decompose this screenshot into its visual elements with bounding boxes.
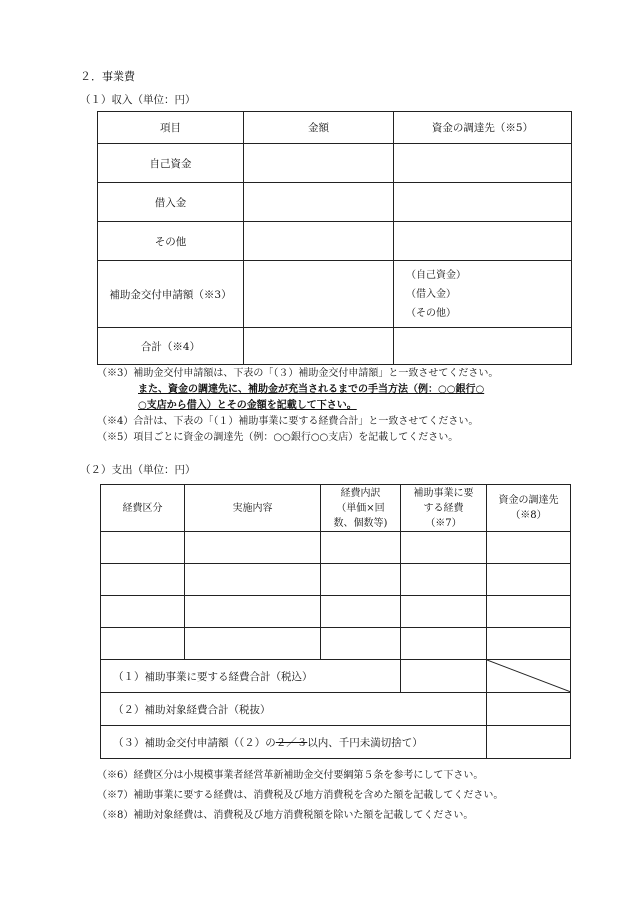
income-header-source: 資金の調達先（※5） — [394, 112, 572, 144]
expense-row — [101, 628, 571, 660]
income-amount-cell[interactable] — [244, 183, 394, 222]
expense-cell[interactable] — [321, 532, 401, 564]
expense-cell[interactable] — [101, 596, 185, 628]
income-row-label: その他 — [98, 222, 244, 261]
summary-eligible-value[interactable] — [487, 693, 571, 726]
note-8: （※8）補助対象経費は、消費税及び地方消費税額を除いた額を記載してください。 — [97, 810, 474, 821]
subsidy-source-other: （その他） — [406, 307, 456, 319]
expense-cell[interactable] — [401, 532, 487, 564]
source-line-1: 資金の調達先 — [498, 495, 559, 506]
summary-total-value[interactable] — [401, 660, 487, 693]
expense-header-required — [401, 485, 487, 532]
income-source-cell[interactable] — [394, 183, 572, 222]
income-amount-cell[interactable] — [244, 328, 394, 365]
note-4: （※4）合計は、下表の「（１）補助事業に要する経費合計」と一致させてください。 — [97, 416, 479, 427]
summary-row-subsidy — [101, 726, 571, 759]
expense-header-breakdown — [321, 485, 401, 532]
diagonal-line — [487, 660, 571, 692]
note-3a: （※3）補助金交付申請額は、下表の「（３）補助金交付申請額」と一致させてください。 — [97, 368, 499, 379]
income-source-cell[interactable] — [394, 328, 572, 365]
expense-cell[interactable] — [401, 628, 487, 660]
subsidy-source-own: （自己資金） — [406, 269, 466, 281]
expense-cell[interactable] — [185, 596, 321, 628]
note-6: （※6）経費区分は小規模事業者経営革新補助金交付要綱第５条を参考にして下さい。 — [97, 770, 484, 781]
income-amount-cell[interactable] — [244, 144, 394, 183]
income-table — [97, 111, 572, 365]
required-line-2: する経費 — [423, 502, 464, 514]
note-7: （※7）補助事業に要する経費は、消費税及び地方消費税を含めた額を記載してください。 — [97, 790, 504, 801]
summary-diagonal-cell — [487, 660, 571, 693]
income-source-cell[interactable] — [394, 144, 572, 183]
income-source-cell[interactable] — [394, 261, 572, 328]
expense-cell[interactable] — [321, 564, 401, 596]
expense-cell[interactable] — [101, 532, 185, 564]
subsidy-label-strike: ２／３ — [275, 736, 308, 749]
expense-cell[interactable] — [185, 628, 321, 660]
expense-cell[interactable] — [101, 628, 185, 660]
income-row-other — [98, 222, 572, 261]
expense-cell[interactable] — [487, 628, 571, 660]
income-row-own-funds — [98, 144, 572, 183]
expense-cell[interactable] — [487, 532, 571, 564]
breakdown-line-1: 経費内訳 — [340, 487, 381, 499]
summary-row-total — [101, 660, 571, 693]
income-row-subsidy — [98, 261, 572, 328]
section-title: ２．事業費 — [80, 70, 135, 83]
expense-table — [100, 484, 571, 660]
income-row-label: 借入金 — [98, 183, 244, 222]
source-line-2: （※8） — [510, 510, 547, 521]
expense-row — [101, 596, 571, 628]
income-row-label: 自己資金 — [98, 144, 244, 183]
income-row-label: 補助金交付申請額（※3） — [98, 261, 244, 328]
summary-eligible-label: （２）補助対象経費合計（税抜） — [101, 693, 487, 726]
note-3b: また、資金の調達先に、補助金が充当されるまでの手当方法（例：○○銀行○ — [138, 384, 485, 395]
income-row-total — [98, 328, 572, 365]
summary-subsidy-value[interactable] — [487, 726, 571, 759]
income-header-item: 項目 — [98, 112, 244, 144]
income-title: （１）収入（単位：円） — [80, 94, 196, 106]
expense-header-row — [101, 485, 571, 532]
expense-cell[interactable] — [487, 596, 571, 628]
expense-cell[interactable] — [321, 628, 401, 660]
required-line-3: （※7） — [425, 517, 462, 529]
note-5: （※5）項目ごとに資金の調達先（例：○○銀行○○支店）を記載してください。 — [97, 432, 459, 443]
income-amount-cell[interactable] — [244, 222, 394, 261]
subsidy-source-list — [394, 266, 571, 323]
expense-row — [101, 532, 571, 564]
required-line-1: 補助事業に要 — [413, 487, 474, 499]
expense-header-category: 経費区分 — [101, 485, 185, 532]
expense-cell[interactable] — [401, 564, 487, 596]
subsidy-label-b: 以内、千円未満切捨て） — [307, 736, 423, 749]
expense-title: （２）支出（単位：円） — [80, 464, 196, 476]
expense-header-content: 実施内容 — [185, 485, 321, 532]
expense-cell[interactable] — [185, 532, 321, 564]
income-row-loan — [98, 183, 572, 222]
income-header-amount: 金額 — [244, 112, 394, 144]
expense-header-source — [487, 485, 571, 532]
income-amount-cell[interactable] — [244, 261, 394, 328]
expense-summary-table — [100, 659, 571, 759]
income-header-row — [98, 112, 572, 144]
expense-cell[interactable] — [401, 596, 487, 628]
breakdown-line-3: 数、個数等) — [333, 517, 388, 529]
subsidy-label-a: （３）補助金交付申請額（（２）の — [113, 736, 276, 749]
income-row-label: 合計（※4） — [98, 328, 244, 365]
note-3c: ○支店から借入）とその金額を記載して下さい。 — [138, 400, 357, 411]
expense-cell[interactable] — [487, 564, 571, 596]
summary-subsidy-label — [101, 726, 487, 759]
summary-total-label: （１）補助事業に要する経費合計（税込） — [101, 660, 401, 693]
breakdown-line-2: （単価×回 — [336, 502, 385, 514]
expense-cell[interactable] — [321, 596, 401, 628]
expense-cell[interactable] — [185, 564, 321, 596]
income-source-cell[interactable] — [394, 222, 572, 261]
subsidy-source-loan: （借入金） — [406, 288, 456, 300]
expense-cell[interactable] — [101, 564, 185, 596]
summary-row-eligible — [101, 693, 571, 726]
expense-row — [101, 564, 571, 596]
